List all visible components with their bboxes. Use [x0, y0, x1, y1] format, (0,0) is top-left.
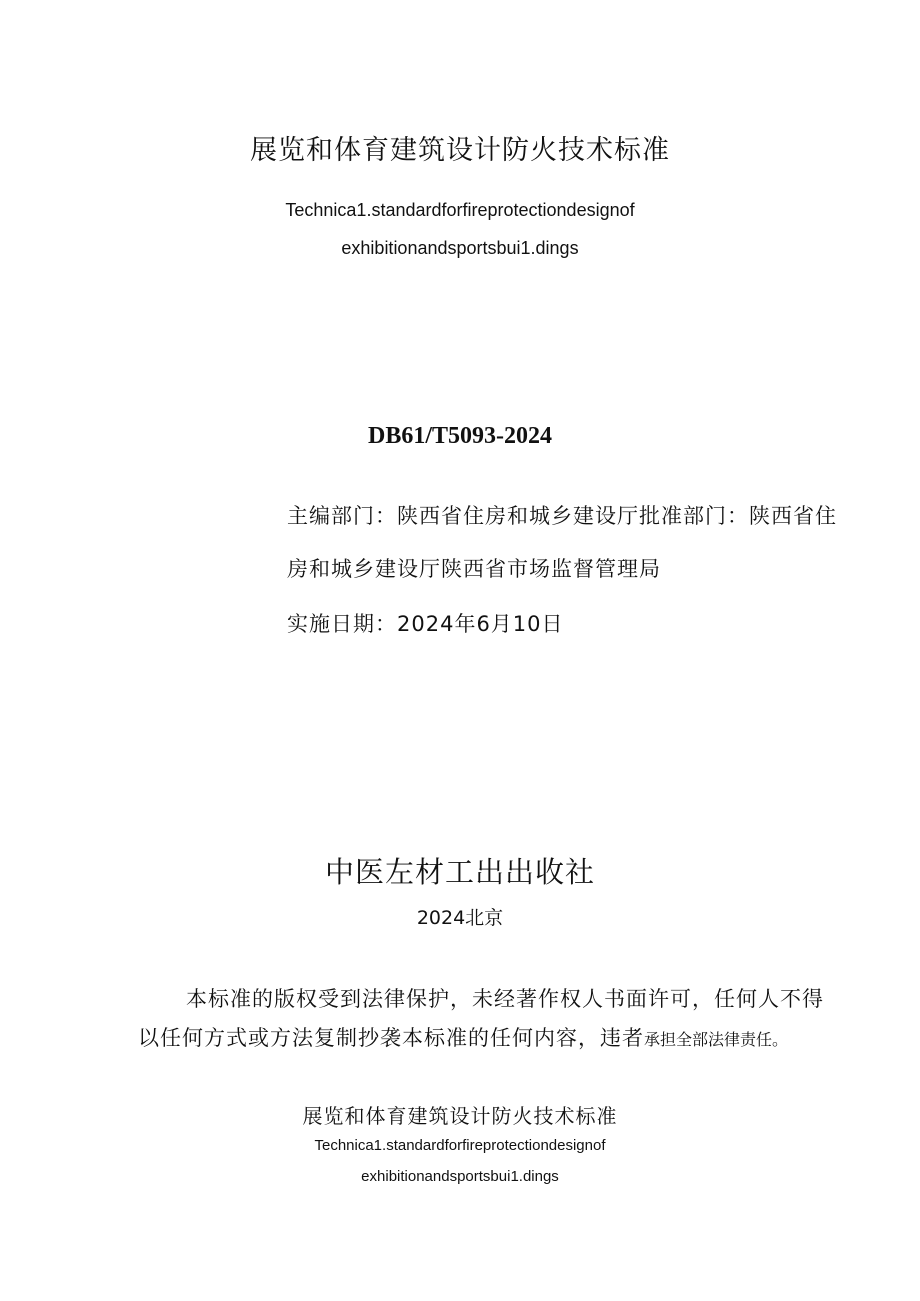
publish-place-year: 2024北京 — [416, 907, 504, 929]
english-title-line-2: exhibitionandsportsbui1.dings — [341, 238, 579, 258]
copyright-notice-line-2 — [138, 1022, 788, 1052]
publisher-name: 中医左材工出出收社 — [324, 855, 595, 889]
copyright-notice-line-1: 本标准的版权受到法律保护，未经著作权人书面许可，任何人不得 — [186, 987, 824, 1011]
english-title-line-1: Technica1.standardforfireprotectiondesignof — [285, 200, 635, 220]
footer-title: 展览和体育建筑设计防火技术标准 — [302, 1104, 618, 1128]
editing-department-line: 主编部门：陕西省住房和城乡建设厅批准部门：陕西省住 — [287, 504, 837, 528]
implementation-date-line: 实施日期：2024年6月10日 — [287, 612, 564, 636]
document-title: 展览和体育建筑设计防火技术标准 — [250, 135, 670, 166]
copyright-notice-line-2-main: 以任何方式或方法复制抄袭本标准的任何内容，违者 — [138, 1026, 644, 1050]
footer-english-title-line-2: exhibitionandsportsbui1.dings — [361, 1168, 559, 1185]
copyright-notice-line-2-small: 承担全部法律责任。 — [644, 1030, 789, 1049]
footer-english-title-line-1: Technica1.standardforfireprotectiondesignof — [314, 1137, 606, 1154]
standard-code: DB61/T5093-2024 — [367, 423, 552, 449]
approving-department-line: 房和城乡建设厅陕西省市场监督管理局 — [287, 557, 661, 581]
